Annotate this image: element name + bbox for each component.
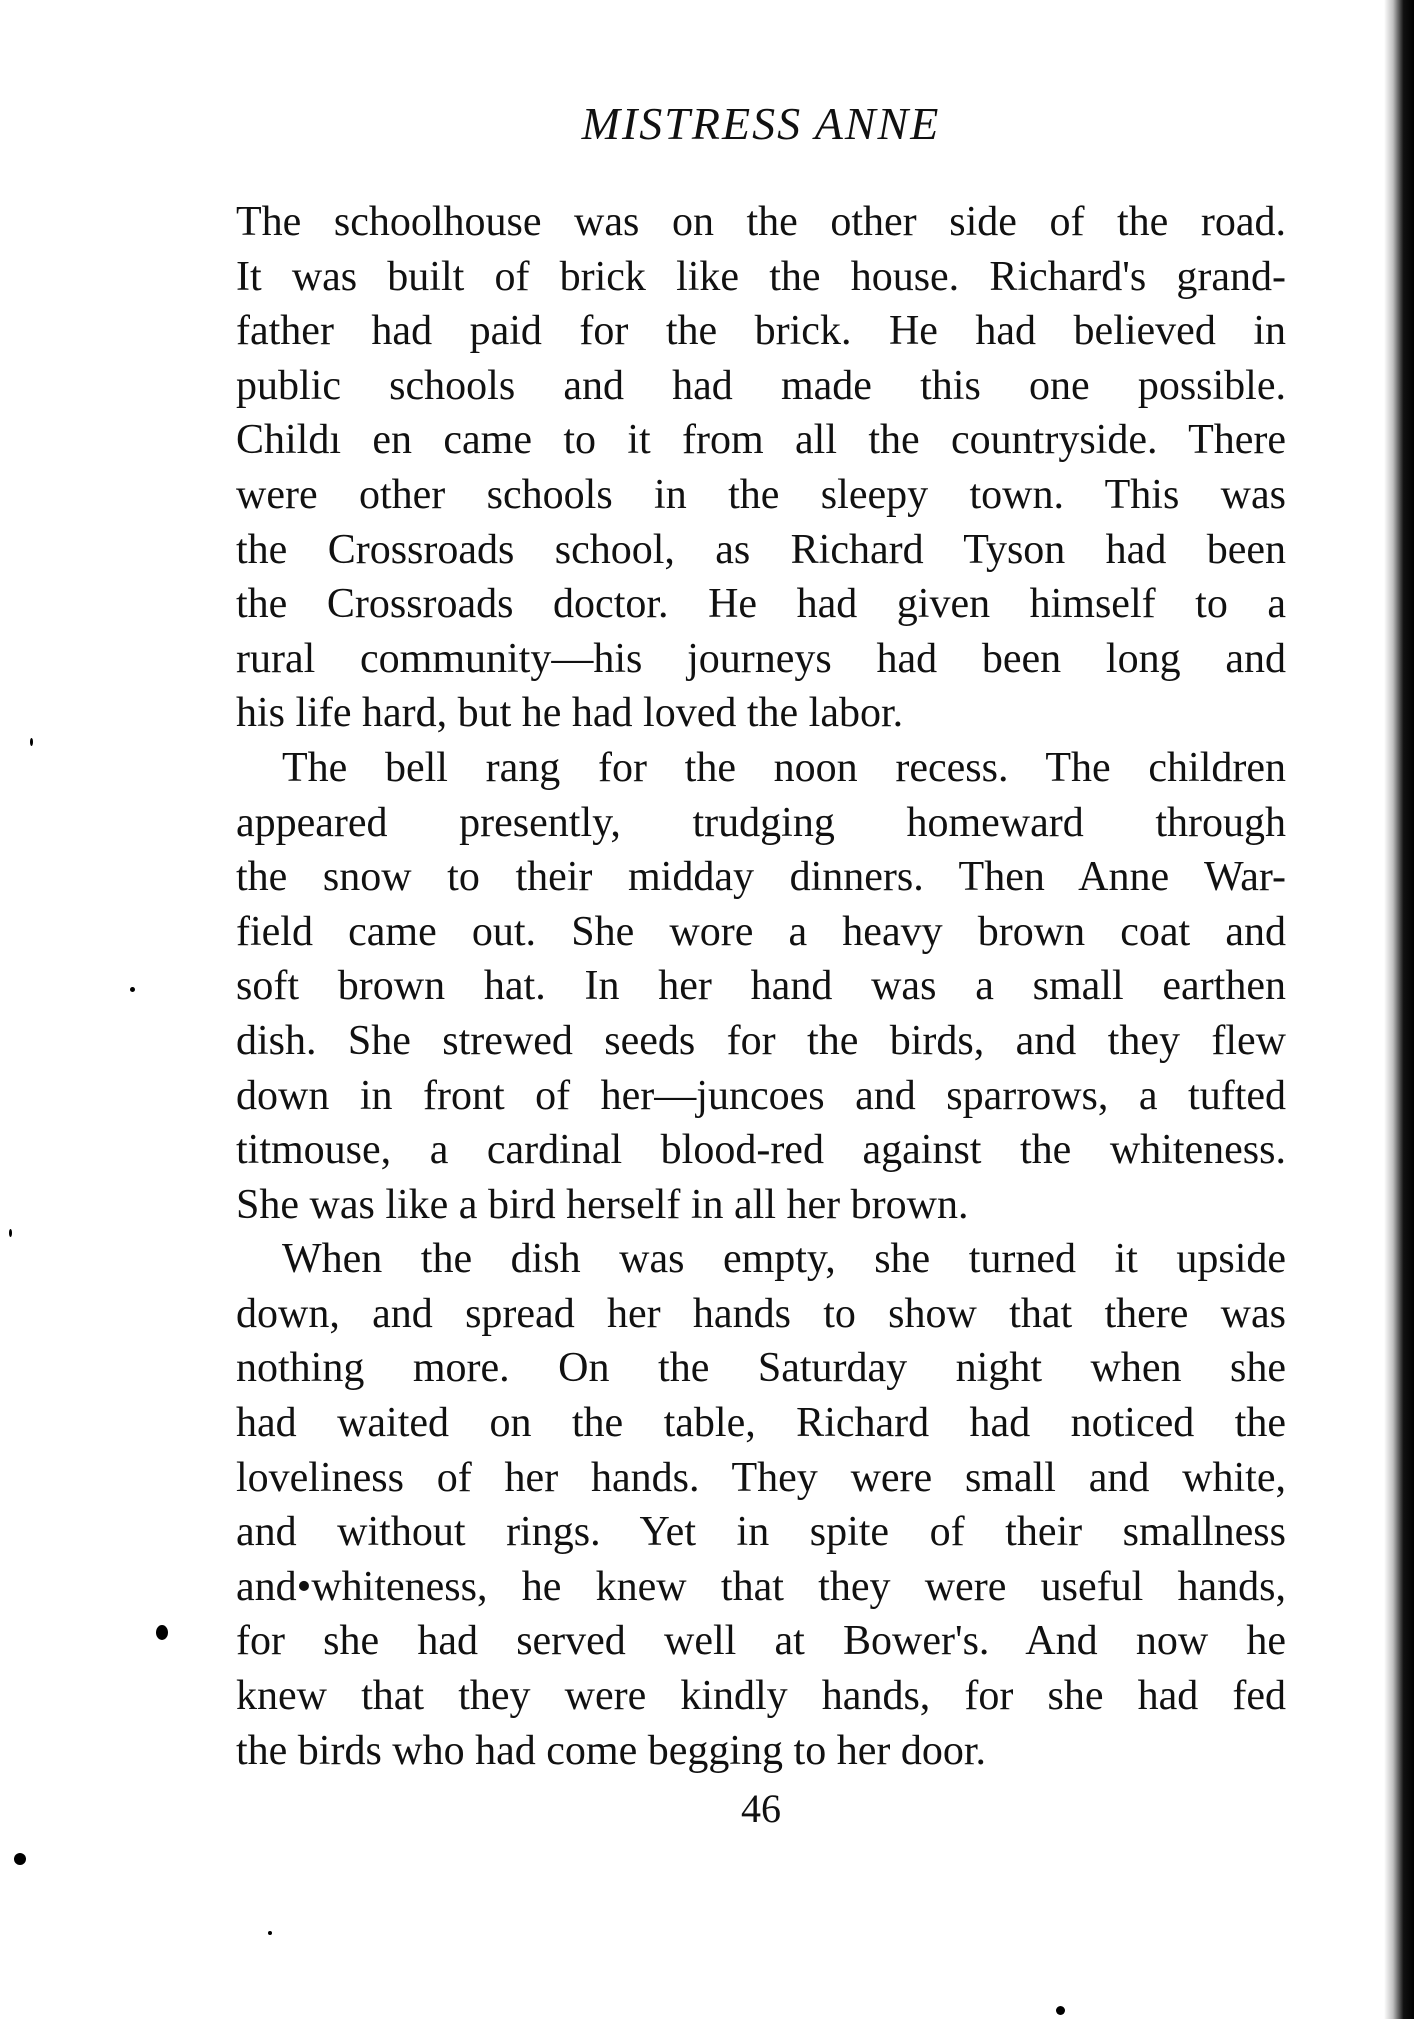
text-line: father had paid for the brick. He had believed in [236, 308, 1286, 355]
text-line: the birds who had come begging to her door. [236, 1727, 987, 1774]
text-line: had waited on the table, Richard had noticed the [236, 1400, 1286, 1447]
text-line: nothing more. On the Saturday night when she [236, 1345, 1286, 1392]
text-line: appeared presently, trudging homeward through [236, 799, 1286, 846]
text-line: knew that they were kindly hands, for she had fed [236, 1673, 1286, 1720]
ink-speck [268, 1931, 272, 1935]
text-line: When the dish was empty, she turned it upside [282, 1236, 1286, 1283]
text-line: for she had served well at Bower's. And now he [236, 1618, 1286, 1665]
paragraph-1 [236, 195, 1286, 741]
text-line: the snow to their midday dinners. Then Anne War- [236, 854, 1286, 901]
ink-speck [156, 1625, 168, 1640]
page-edge-shadow [1384, 0, 1414, 2019]
text-line: and without rings. Yet in spite of their smallness [236, 1509, 1286, 1556]
ink-speck [130, 987, 135, 992]
text-line: soft brown hat. In her hand was a small earthen [236, 963, 1286, 1010]
running-head: MISTRESS ANNE [581, 98, 941, 149]
ink-speck [1056, 2006, 1065, 2015]
text-line: loveliness of her hands. They were small and white, [236, 1454, 1286, 1501]
text-line: his life hard, but he had loved the labor. [236, 690, 904, 737]
text-line: field came out. She wore a heavy brown coat and [236, 908, 1286, 955]
text-line: rural community—his journeys had been long and [236, 635, 1286, 682]
text-line: down in front of her—juncoes and sparrows, a tufted [236, 1072, 1286, 1119]
text-line: The schoolhouse was on the other side of the road. [236, 199, 1286, 245]
text-line: and•whiteness, he knew that they were useful hands, [236, 1563, 1286, 1610]
body-text [236, 195, 1286, 1778]
text-line: the Crossroads doctor. He had given himself to a [236, 581, 1286, 628]
text-line: dish. She strewed seeds for the birds, and they flew [236, 1017, 1286, 1064]
text-line: down, and spread her hands to show that there was [236, 1290, 1286, 1337]
text-line: public schools and had made this one possible. [236, 362, 1286, 409]
ink-speck [14, 1853, 26, 1865]
page-number: 46 [741, 1786, 781, 1831]
paragraph-2 [236, 741, 1286, 1232]
text-line: The bell rang for the noon recess. The children [282, 744, 1286, 791]
text-line: were other schools in the sleepy town. This was [236, 471, 1286, 518]
text-line: It was built of brick like the house. Richard's grand- [236, 253, 1286, 300]
text-line: titmouse, a cardinal blood-red against the whiteness. [236, 1127, 1286, 1174]
text-line: She was like a bird herself in all her brown. [236, 1181, 969, 1228]
paragraph-3 [236, 1232, 1286, 1778]
ink-speck [30, 738, 33, 746]
ink-speck [9, 1229, 12, 1237]
text-line: the Crossroads school, as Richard Tyson had been [236, 526, 1286, 573]
text-line: Childı en came to it from all the countryside. There [236, 417, 1286, 464]
